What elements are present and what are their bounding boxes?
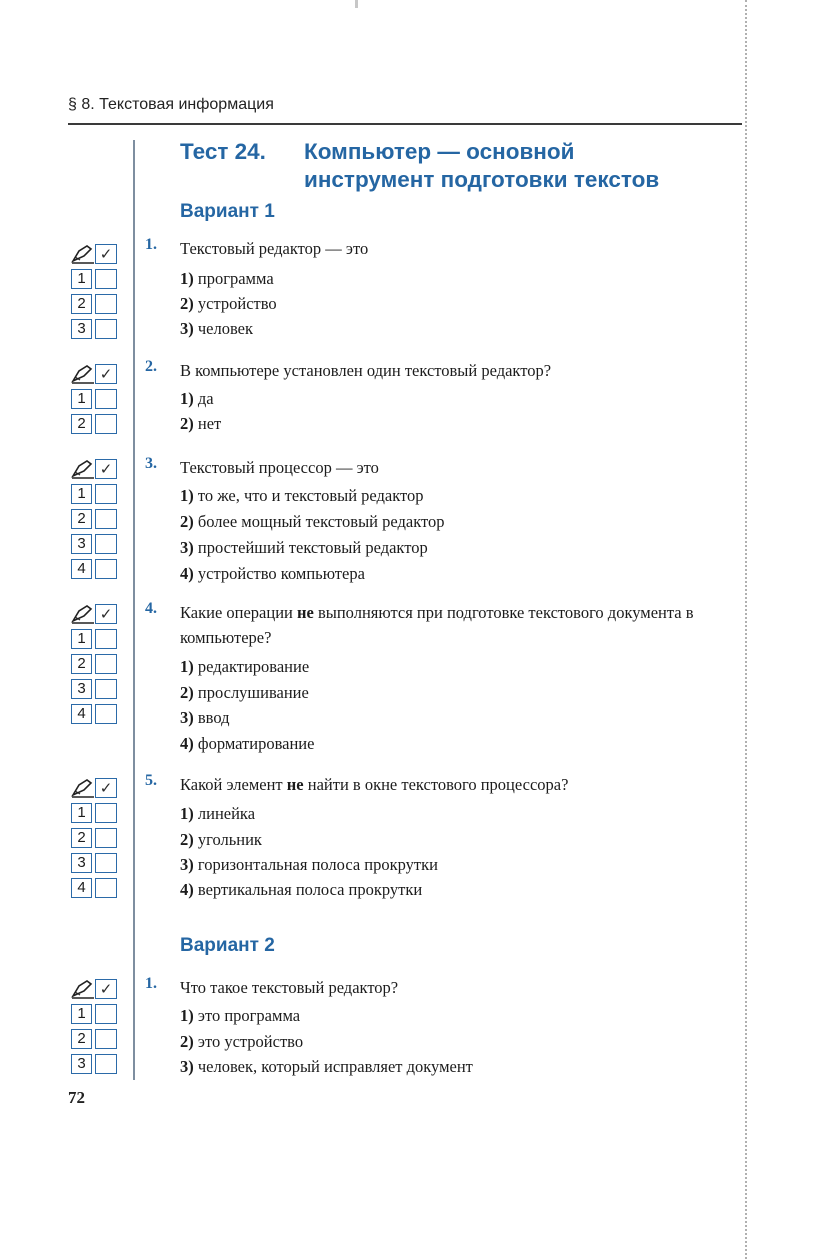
answer-box[interactable]	[95, 1054, 117, 1074]
option: 2) прослушивание	[180, 683, 309, 702]
perforation-line	[745, 0, 747, 1259]
question-text: Текстовый редактор — это	[180, 239, 369, 258]
answer-box[interactable]	[95, 629, 117, 649]
option: 3) человек	[180, 319, 254, 338]
page-number: 72	[68, 1088, 85, 1107]
question-number: 1.	[145, 236, 157, 253]
question-text: Какие операции не выполняются при подготовке текстового документа в компьютере?	[180, 603, 694, 647]
grid-number: 3	[71, 534, 92, 554]
option: 2) нет	[180, 414, 222, 433]
checkmark-icon: ✓	[95, 979, 117, 999]
checkmark-icon: ✓	[95, 778, 117, 798]
answer-box[interactable]	[95, 319, 117, 339]
option: 3) простейший текстовый редактор	[180, 538, 428, 557]
question-text: Текстовый процессор — это	[180, 458, 379, 477]
grid-number: 3	[71, 679, 92, 699]
scan-mark	[355, 0, 358, 8]
grid-number: 2	[71, 654, 92, 674]
variant-2-heading: Вариант 2	[180, 935, 275, 956]
grid-number: 1	[71, 1004, 92, 1024]
question-text: В компьютере установлен один текстовый редактор?	[180, 361, 552, 380]
option: 4) устройство компьютера	[180, 564, 365, 583]
grid-number: 2	[71, 294, 92, 314]
checkmark-icon: ✓	[95, 364, 117, 384]
test-title-line-1: Компьютер — основной	[304, 139, 575, 164]
answer-box[interactable]	[95, 853, 117, 873]
pencil-icon	[70, 603, 96, 625]
grid-number: 3	[71, 1054, 92, 1074]
test-number: Тест 24.	[180, 139, 266, 164]
answer-box[interactable]	[95, 828, 117, 848]
option: 1) это программа	[180, 1006, 301, 1025]
grid-number: 1	[71, 629, 92, 649]
option: 4) вертикальная полоса прокрутки	[180, 880, 423, 899]
grid-number: 3	[71, 853, 92, 873]
grid-number: 1	[71, 269, 92, 289]
question-number: 3.	[145, 455, 157, 472]
answer-box[interactable]	[95, 654, 117, 674]
grid-number: 2	[71, 414, 92, 434]
answer-box[interactable]	[95, 389, 117, 409]
pencil-icon	[70, 363, 96, 385]
answer-box[interactable]	[95, 704, 117, 724]
grid-number: 4	[71, 878, 92, 898]
option: 1) линейка	[180, 804, 256, 823]
header-rule	[68, 123, 742, 125]
grid-number: 2	[71, 509, 92, 529]
question-text: Какой элемент не найти в окне текстового процессора?	[180, 775, 569, 794]
grid-number: 1	[71, 484, 92, 504]
answer-box[interactable]	[95, 269, 117, 289]
answer-box[interactable]	[95, 1004, 117, 1024]
pencil-icon	[70, 777, 96, 799]
answer-box[interactable]	[95, 294, 117, 314]
answer-box[interactable]	[95, 559, 117, 579]
option: 1) программа	[180, 269, 274, 288]
grid-number: 4	[71, 559, 92, 579]
answer-box[interactable]	[95, 1029, 117, 1049]
margin-rule	[133, 140, 135, 1080]
answer-box[interactable]	[95, 878, 117, 898]
grid-number: 4	[71, 704, 92, 724]
grid-number: 2	[71, 828, 92, 848]
option: 3) горизонтальная полоса прокрутки	[180, 855, 438, 874]
answer-box[interactable]	[95, 679, 117, 699]
question-text: Что такое текстовый редактор?	[180, 978, 399, 997]
checkmark-icon: ✓	[95, 604, 117, 624]
grid-number: 2	[71, 1029, 92, 1049]
question-number: 4.	[145, 600, 157, 617]
option: 1) редактирование	[180, 657, 310, 676]
answer-box[interactable]	[95, 414, 117, 434]
question-number: 2.	[145, 358, 157, 375]
running-head: § 8. Текстовая информация	[68, 96, 274, 113]
answer-box[interactable]	[95, 534, 117, 554]
option: 1) то же, что и текстовый редактор	[180, 486, 424, 505]
answer-box[interactable]	[95, 803, 117, 823]
grid-number: 1	[71, 389, 92, 409]
option: 3) ввод	[180, 708, 230, 727]
option: 2) устройство	[180, 294, 277, 313]
answer-box[interactable]	[95, 509, 117, 529]
option: 3) человек, который исправляет документ	[180, 1057, 473, 1076]
test-title-line-2: инструмент подготовки текстов	[304, 167, 660, 192]
answer-box[interactable]	[95, 484, 117, 504]
checkmark-icon: ✓	[95, 244, 117, 264]
question-number: 5.	[145, 772, 157, 789]
option: 2) угольник	[180, 830, 262, 849]
option: 2) это устройство	[180, 1032, 304, 1051]
pencil-icon	[70, 458, 96, 480]
grid-number: 1	[71, 803, 92, 823]
question-number: 1.	[145, 975, 157, 992]
grid-number: 3	[71, 319, 92, 339]
checkmark-icon: ✓	[95, 459, 117, 479]
variant-1-heading: Вариант 1	[180, 201, 275, 222]
option: 1) да	[180, 389, 214, 408]
option: 4) форматирование	[180, 734, 315, 753]
pencil-icon	[70, 978, 96, 1000]
pencil-icon	[70, 243, 96, 265]
option: 2) более мощный текстовый редактор	[180, 512, 445, 531]
